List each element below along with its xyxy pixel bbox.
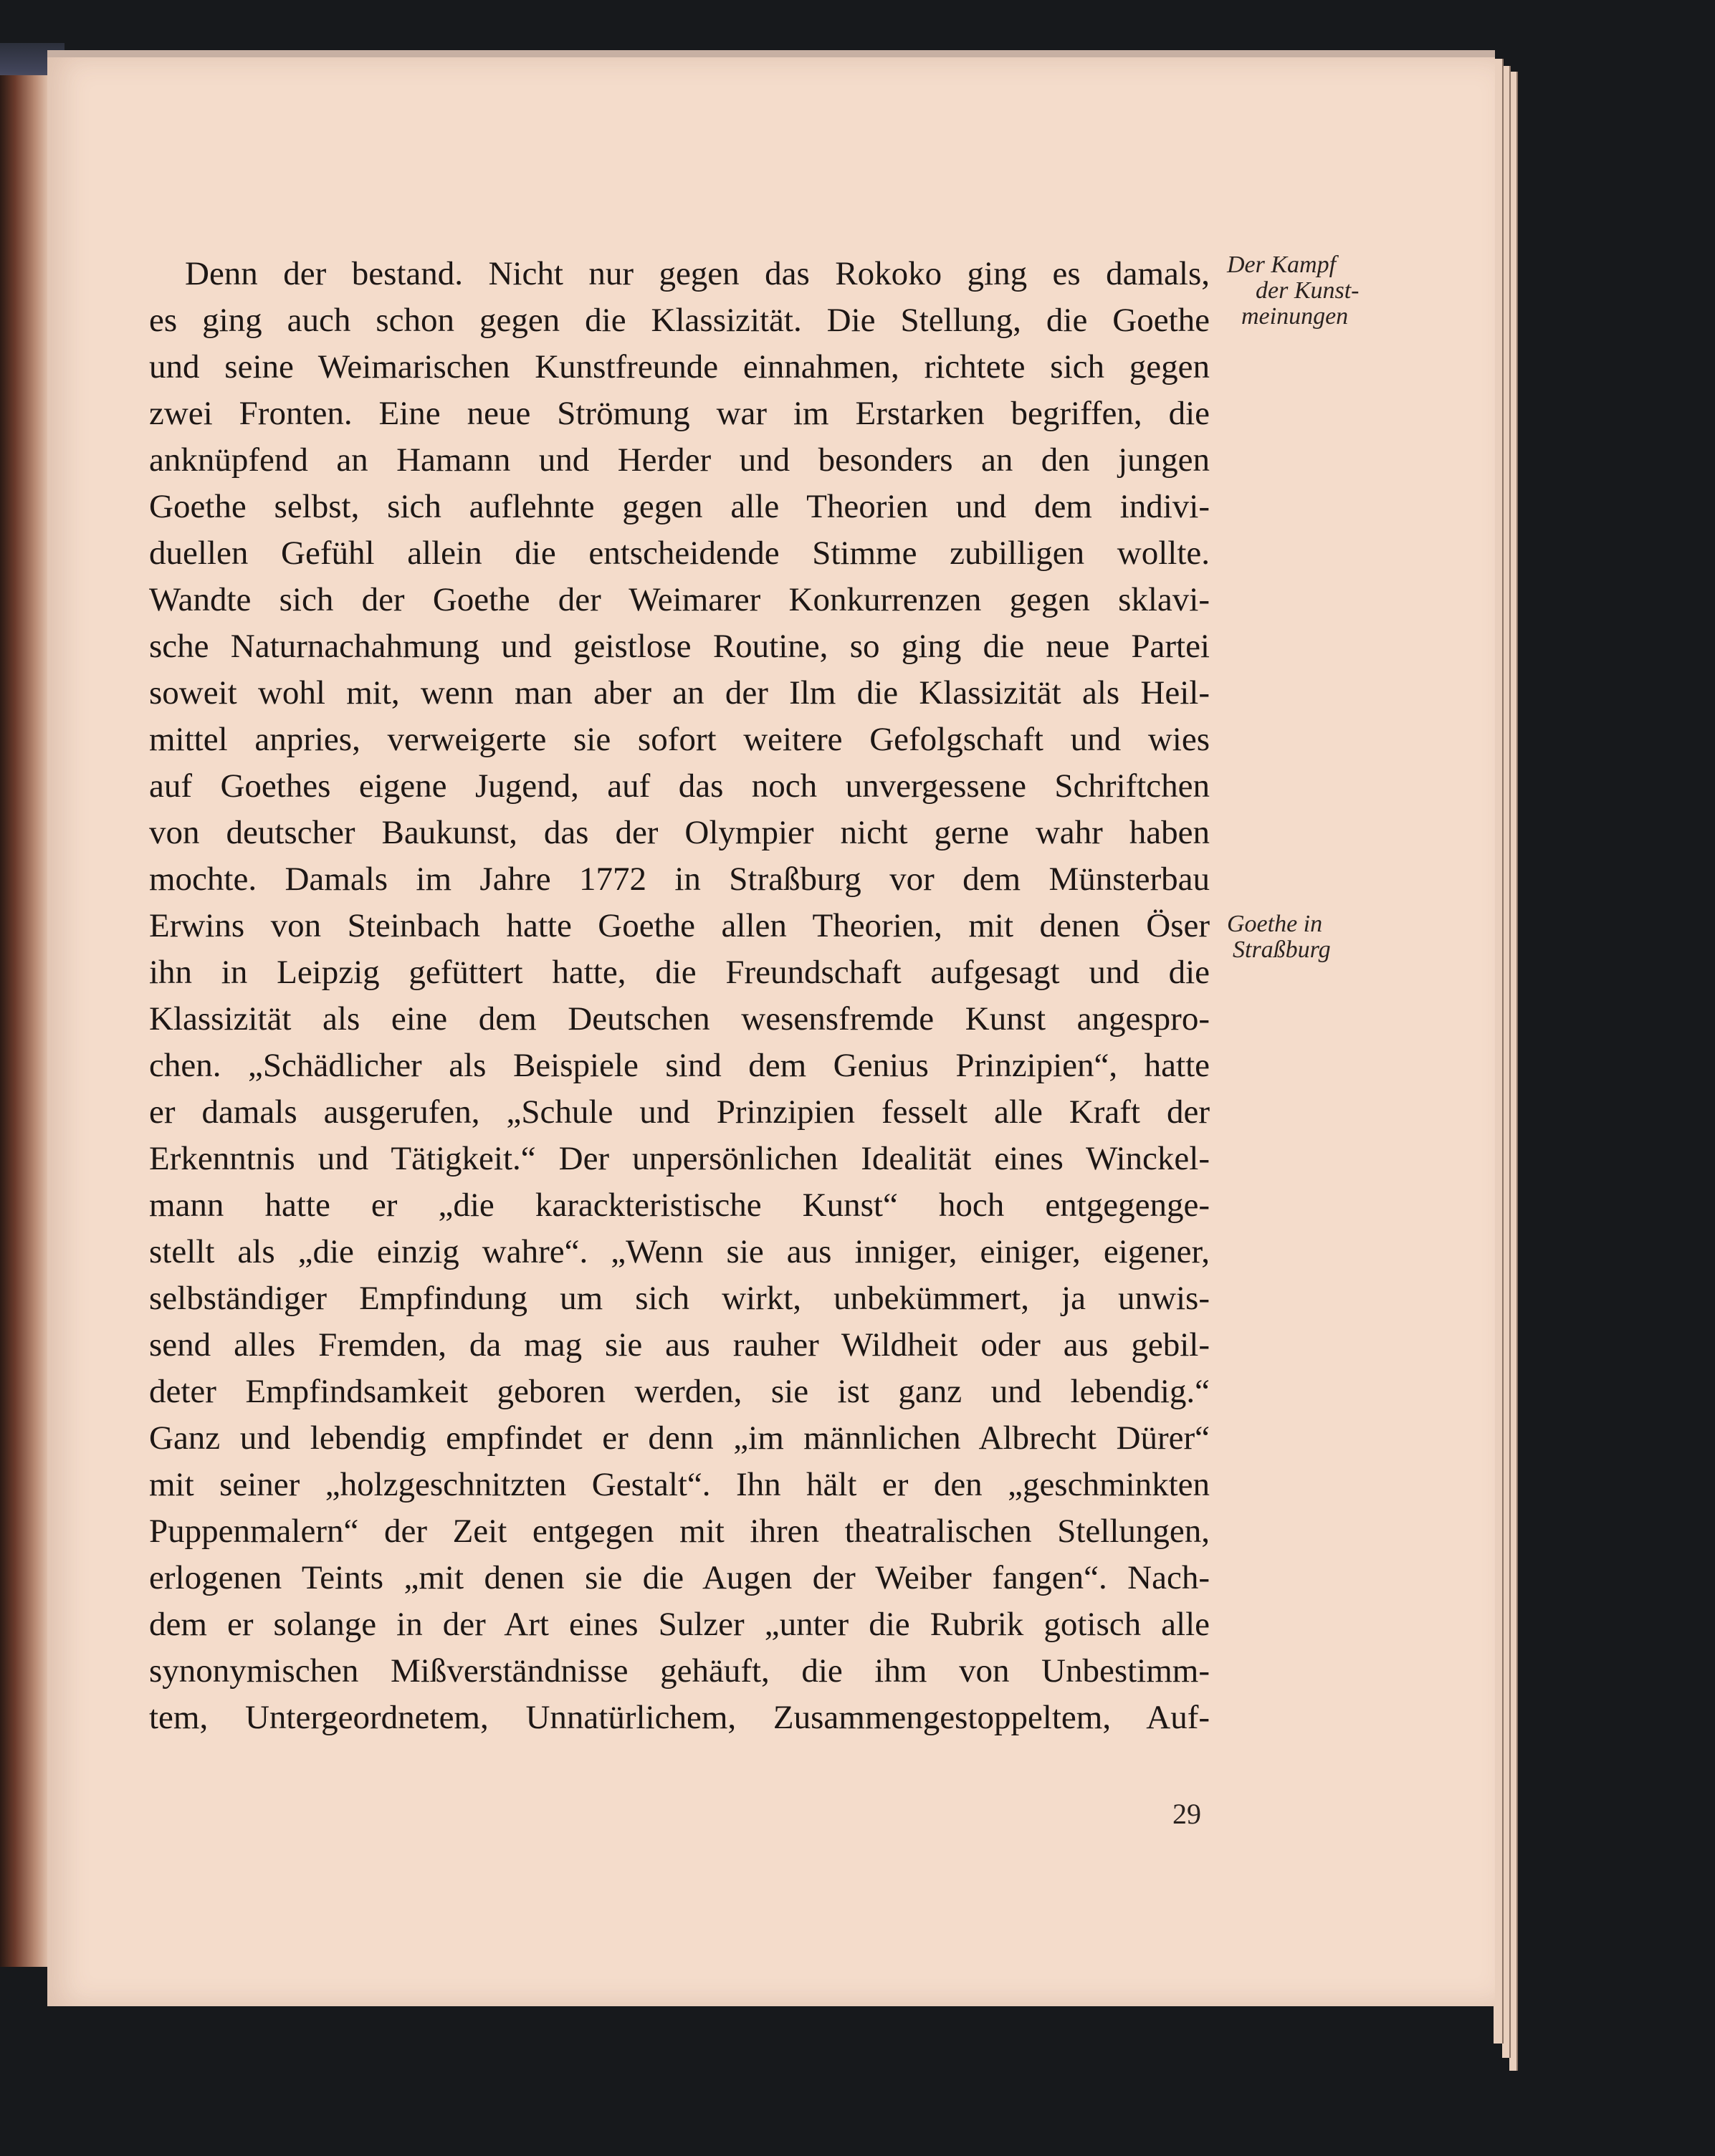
text-line: Wandte sich der Goethe der Weimarer Konkurrenzen gegen sklavi- [149,581,1210,618]
text-line: duellen Gefühl allein die entscheidende Stimme zubilligen wollte. [149,535,1210,572]
text-line: mit seiner „holzgeschnitzten Gestalt“. Ihn hält er den „geschminkten [149,1466,1210,1503]
page-number: 29 [1172,1798,1201,1830]
marginal-note-line: meinungen [1241,303,1349,330]
text-line: mochte. Damals im Jahre 1772 in Straßburg vor dem Münsterbau [149,861,1210,898]
text-line: Ganz und lebendig empfindet er denn „im männlichen Albrecht Dürer“ [149,1419,1210,1457]
text-line: send alles Fremden, da mag sie aus rauher Wildheit oder aus gebil- [149,1326,1210,1364]
text-line: synonymischen Mißverständnisse gehäuft, die ihm von Unbestimm- [149,1652,1210,1690]
text-line: soweit wohl mit, wenn man aber an der Ilm die Klassizität als Heil- [149,674,1210,712]
text-line: ihn in Leipzig gefüttert hatte, die Freundschaft aufgesagt und die [149,954,1210,991]
text-line: tem, Untergeordnetem, Unnatürlichem, Zusammengestoppeltem, Auf- [149,1699,1210,1736]
text-line: es ging auch schon gegen die Klassizität. Die Stellung, die Goethe [149,302,1210,339]
page-stack-edge [1494,59,1504,2044]
text-line: chen. „Schädlicher als Beispiele sind dem Genius Prinzipien“, hatte [149,1047,1210,1084]
marginal-note-line: Goethe in [1227,911,1323,937]
marginal-note-strassburg [1227,911,1385,963]
text-line: mittel anpries, verweigerte sie sofort weitere Gefolgschaft und wies [149,721,1210,758]
text-line: sche Naturnachahmung und geistlose Routine, so ging die neue Partei [149,628,1210,665]
text-line: von deutscher Baukunst, das der Olympier nicht gerne wahr haben [149,814,1210,851]
text-line: dem er solange in der Art eines Sulzer „unter die Rubrik gotisch alle [149,1606,1210,1643]
text-line: Klassizität als eine dem Deutschen wesensfremde Kunst angespro- [149,1000,1210,1038]
text-line: zwei Fronten. Eine neue Strömung war im Erstarken begriffen, die [149,395,1210,432]
text-line: erlogenen Teints „mit denen sie die Augen der Weiber fangen“. Nach- [149,1559,1210,1596]
text-line: Erwins von Steinbach hatte Goethe allen Theorien, mit denen Öser [149,907,1210,944]
text-line: mann hatte er „die karackteristische Kunst“ hoch entgegenge- [149,1187,1210,1224]
text-line: selbständiger Empfindung um sich wirkt, unbekümmert, ja unwis- [149,1280,1210,1317]
text-line: Denn der bestand. Nicht nur gegen das Rokoko ging es damals, [185,255,1210,292]
marginal-note-line: der Kunst- [1256,277,1360,304]
text-line: Puppenmalern“ der Zeit entgegen mit ihren theatralischen Stellungen, [149,1513,1210,1550]
marginal-note-line: Der Kampf [1227,251,1337,278]
text-line: er damals ausgerufen, „Schule und Prinzipien fesselt alle Kraft der [149,1093,1210,1131]
marginal-note-kampf [1227,252,1385,330]
marginal-note-line: Straßburg [1233,936,1331,963]
left-page-edge [0,75,50,1967]
text-line: und seine Weimarischen Kunstfreunde einnahmen, richtete sich gegen [149,348,1210,385]
text-line: anknüpfend an Hamann und Herder und besonders an den jungen [149,441,1210,479]
body-text [149,251,1210,1741]
text-line: Goethe selbst, sich auflehnte gegen alle Theorien und dem indivi- [149,488,1210,525]
text-line: deter Empfindsamkeit geboren werden, sie ist ganz und lebendig.“ [149,1373,1210,1410]
text-line: Erkenntnis und Tätigkeit.“ Der unpersönlichen Idealität eines Winckel- [149,1140,1210,1177]
text-line: stellt als „die einzig wahre“. „Wenn sie aus inniger, einiger, eigener, [149,1233,1210,1270]
text-line: auf Goethes eigene Jugend, auf das noch unvergessene Schriftchen [149,767,1210,805]
